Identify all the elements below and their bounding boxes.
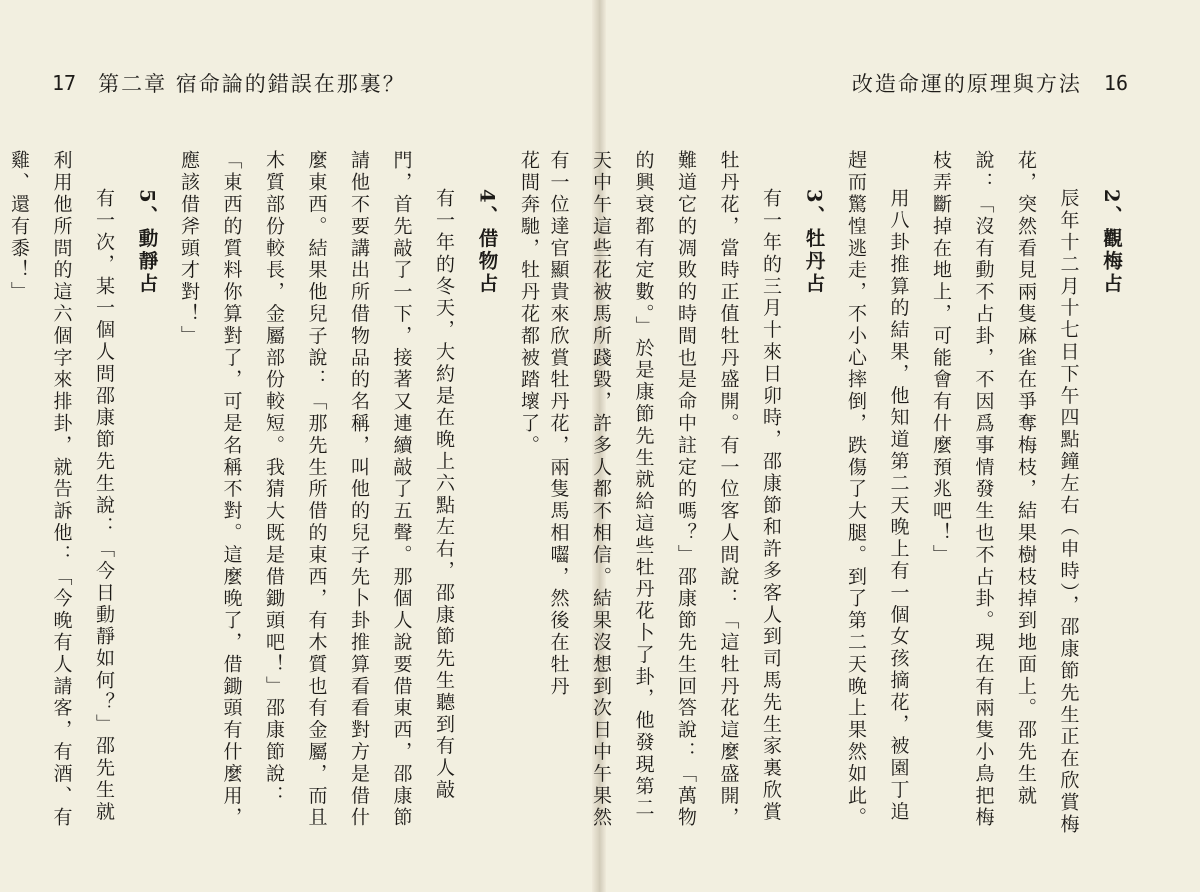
left-page-number: 17 [52,71,77,95]
right-running-title: 改造命運的原理與方法 [851,72,1082,96]
section-heading-mu-dan: 3、牡丹占 [802,189,826,296]
paragraph-continued: 花間奔馳，牡丹花都被踏壞了。 [518,150,540,457]
paragraph: 用八卦推算的結果，他知道第二天晚上有一個女孩摘花，被園丁追趕而驚惶逃走，不小心摔倒，跌傷了大腿。到了第二天晚上果然如此。 [845,150,910,829]
paragraph: 辰年十二月十七日下午四點鐘左右（申時），邵康節先生正在欣賞梅花，突然看見兩隻麻雀在爭奪梅枝，結果樹枝掉到地面上。邵先生就說：「沒有動不占卦，不因爲事情發生也不占卦。現在有兩隻小鳥把梅枝弄斷掉在地上，可能會有什麼預兆吧！」 [930,150,1080,836]
paragraph: 有一年的三月十來日卯時，邵康節和許多客人到司馬先生家裏欣賞牡丹花，當時正值牡丹盛開。有一位客人問說：「這牡丹花這麼盛開，難道它的凋敗的時間也是命中註定的嗎？」邵康節先生回答說：「萬物的興衰都有定數。」於是康節先生就給這些牡丹花卜了卦，他發現第二天中午這些花被馬所踐毀，許多人都不相信。結果沒想到次日中午果然有一位達官顯貴來欣賞牡丹花，兩隻馬相囓，然後在牡丹 [547,150,782,829]
section-heading-dong-jing: 5、動靜占 [135,189,159,296]
right-page-body [547,150,1132,840]
section-heading-jie-wu: 4、借物占 [475,189,499,296]
right-page-header [852,66,1128,100]
right-page-number: 16 [1103,71,1128,95]
paragraph: 有一年的冬天，大約是在晚上六點左右，邵康節先生聽到有人敲門，首先敲了一下，接著又連續敲了五聲。那個人說要借東西，邵康節請他不要講出所借物品的名稱，叫他的兒子先卜卦推算看看對方是借什麼東西。結果他兒子說：「那先生所借的東西，有木質也有金屬，而且木質部份較長，金屬部份較短。我猜大既是借鋤頭吧！」邵康節說：「東西的質料你算對了，可是名稱不對。這麼晚了，借鋤頭有什麼用，應該借斧頭才對！」 [178,150,455,829]
paragraph: 有一次，某一個人問邵康節先生說：「今日動靜如何？」邵先生就利用他所問的這六個字來排卦，就告訴他：「今晚有人請客，有酒、有雞、還有黍！」 [8,150,115,829]
left-page-header [52,66,406,100]
left-page-body [8,150,550,840]
section-heading-guan-mei: 2、觀梅占 [1100,189,1123,296]
left-running-title: 第二章 宿命論的錯誤在那裏？ [98,72,406,96]
